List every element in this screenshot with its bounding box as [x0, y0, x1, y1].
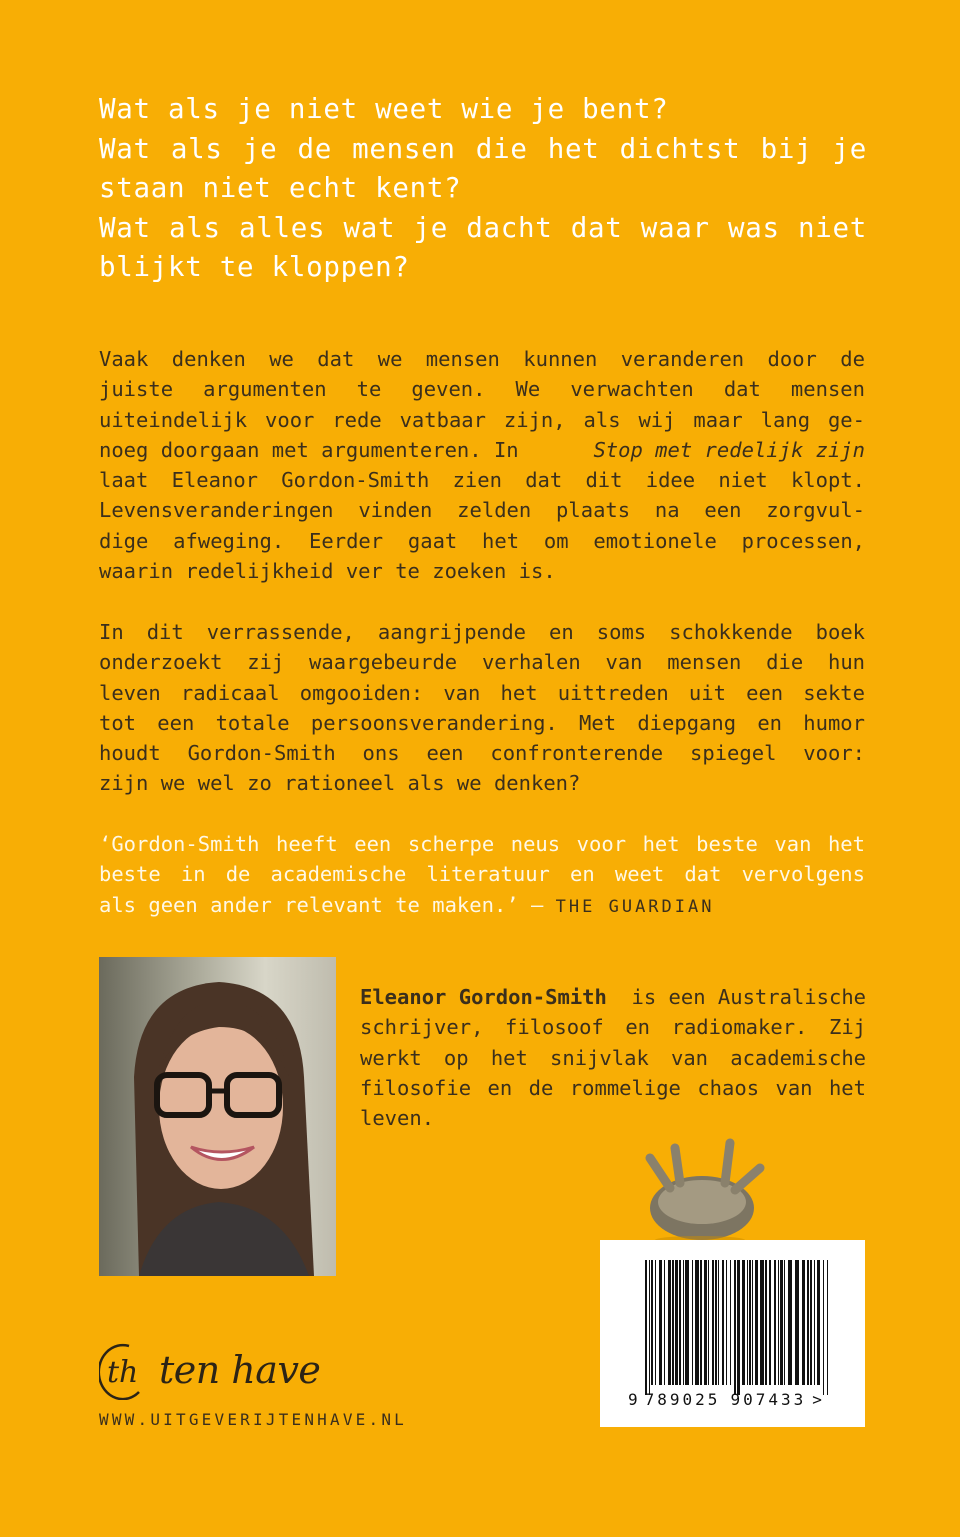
isbn-digit-first: 9 — [628, 1390, 639, 1409]
text-line — [360, 982, 866, 1012]
barcode-bar — [726, 1260, 727, 1385]
barcode-bar — [784, 1260, 785, 1385]
text-segment: is een Australische — [619, 985, 866, 1009]
barcode-bar — [765, 1260, 767, 1385]
barcode-bar — [655, 1260, 656, 1385]
barcode-bar — [704, 1260, 707, 1385]
barcode-bar — [760, 1260, 764, 1385]
text-segment: noeg doorgaan met argumenteren. In — [99, 437, 531, 462]
isbn-digits-left: 789025 — [644, 1390, 721, 1409]
blurb-paragraph-2 — [99, 617, 865, 799]
barcode-bar — [651, 1260, 653, 1385]
headline — [99, 90, 867, 288]
isbn-digits-right: 907433 — [730, 1390, 807, 1409]
text-line: laat Eleanor Gordon-Smith zien dat dit idee niet klopt. — [99, 468, 865, 493]
barcode-bar — [780, 1260, 783, 1385]
text-line: beste in de academische literatuur en weet dat vervolgens — [99, 862, 865, 887]
text-line: In dit verrassende, aangrijpende en soms schokkende boek — [99, 620, 865, 644]
barcode-bar — [715, 1260, 717, 1385]
isbn-arrow: > — [812, 1390, 823, 1409]
author-bio — [360, 982, 866, 1133]
barcode-bar — [795, 1260, 799, 1385]
barcode-bar — [708, 1260, 709, 1385]
isbn-digits — [628, 1390, 823, 1409]
barcode-bar — [802, 1260, 805, 1385]
barcode-bar — [742, 1260, 745, 1385]
barcode-bar — [685, 1260, 689, 1385]
text-line — [99, 435, 865, 465]
barcode-bar — [810, 1260, 812, 1385]
author-photo — [99, 957, 336, 1276]
th-logo-mark — [99, 1340, 151, 1400]
barcode-bar — [774, 1260, 776, 1385]
barcode-bar — [788, 1260, 792, 1385]
text-line: Levensveranderingen vinden zelden plaats na een zorgvul- — [99, 498, 865, 523]
text-line: leven. — [360, 1106, 435, 1131]
barcode-bar — [755, 1260, 758, 1385]
text-line: leven radicaal omgooiden: van het uittreden uit een sekte — [99, 680, 865, 705]
text-line: werkt op het snijvlak van academische — [360, 1045, 866, 1070]
barcode-bar — [730, 1260, 731, 1385]
barcode-bar — [683, 1260, 684, 1385]
text-line: zijn we wel zo rationeel als we denken? — [99, 771, 581, 796]
barcode-bar — [737, 1260, 740, 1395]
text-line: filosofie en de rommelige chaos van het — [360, 1075, 866, 1100]
barcode-bar — [718, 1260, 719, 1385]
svg-text:th: th — [107, 1355, 139, 1390]
barcode-bar — [695, 1260, 699, 1385]
text-line: ‘Gordon-Smith heeft een scherpe neus voor het beste van het — [99, 832, 865, 856]
tortoise-illustration — [630, 1128, 770, 1244]
publisher-logo — [99, 1340, 320, 1400]
text-line: juiste argumenten te geven. We verwachten dat mensen — [99, 377, 865, 402]
barcode-bar — [664, 1260, 665, 1385]
text-line: onderzoekt zij waargebeurde verhalen van mensen die hun — [99, 650, 865, 675]
text-line: Vaak denken we dat we mensen kunnen veranderen door de — [99, 347, 865, 371]
barcode-bar — [747, 1260, 748, 1385]
barcode-bar — [817, 1260, 820, 1385]
barcode-bar — [675, 1260, 678, 1385]
text-segment: als geen ander relevant te maken.’ – — [99, 892, 556, 917]
text-line: dige afweging. Eerder gaat het om emotionele processen, — [99, 528, 865, 553]
author-name: Eleanor Gordon-Smith — [360, 985, 607, 1009]
barcode-bar — [659, 1260, 662, 1385]
text-line: uiteindelijk voor rede vatbaar zijn, als wij maar lang ge- — [99, 407, 865, 432]
publisher-url[interactable]: WWW.UITGEVERIJTENHAVE.NL — [99, 1410, 407, 1429]
barcode-bar — [814, 1260, 815, 1385]
barcode-bar — [722, 1260, 724, 1385]
barcode-bar — [645, 1260, 647, 1395]
barcode-bar — [778, 1260, 779, 1385]
barcode-bar — [679, 1260, 681, 1385]
publisher-name: ten have — [159, 1348, 321, 1392]
barcode-bar — [649, 1260, 650, 1395]
barcode-bar — [712, 1260, 714, 1385]
barcode-bar — [749, 1260, 751, 1385]
text-line: waarin redelijkheid ver te zoeken is. — [99, 559, 556, 584]
barcode-bar — [734, 1260, 736, 1395]
text-line: schrijver, filosoof en radiomaker. Zij — [360, 1015, 866, 1040]
barcode-bar — [827, 1260, 828, 1395]
barcode-bar — [752, 1260, 753, 1385]
headline-line: Wat als alles wat je dacht dat waar was niet — [99, 211, 867, 244]
barcode-bar — [668, 1260, 671, 1385]
headline-line: Wat als je de mensen die het dichtst bij je — [99, 132, 867, 165]
barcode-bar — [769, 1260, 771, 1385]
barcode-bar — [692, 1260, 693, 1385]
barcode-bar — [672, 1260, 674, 1385]
headline-line: blijkt te kloppen? — [99, 251, 410, 283]
barcode-bar — [807, 1260, 809, 1385]
isbn-barcode — [600, 1240, 865, 1427]
review-quote — [99, 829, 865, 922]
text-line: houdt Gordon-Smith ons een confronterende spiegel voor: — [99, 741, 865, 766]
barcode-bar — [700, 1260, 702, 1385]
quote-source: THE GUARDIAN — [555, 896, 715, 917]
barcode-bar — [823, 1260, 824, 1395]
headline-line: Wat als je niet weet wie je bent? — [99, 93, 669, 125]
text-line: tot een totale persoonsverandering. Met diepgang en humor — [99, 710, 865, 735]
blurb-paragraph-1 — [99, 344, 865, 586]
text-line — [99, 890, 865, 922]
headline-line: staan niet echt kent? — [99, 172, 462, 204]
book-title: Stop met redelijk zijn — [593, 437, 865, 462]
